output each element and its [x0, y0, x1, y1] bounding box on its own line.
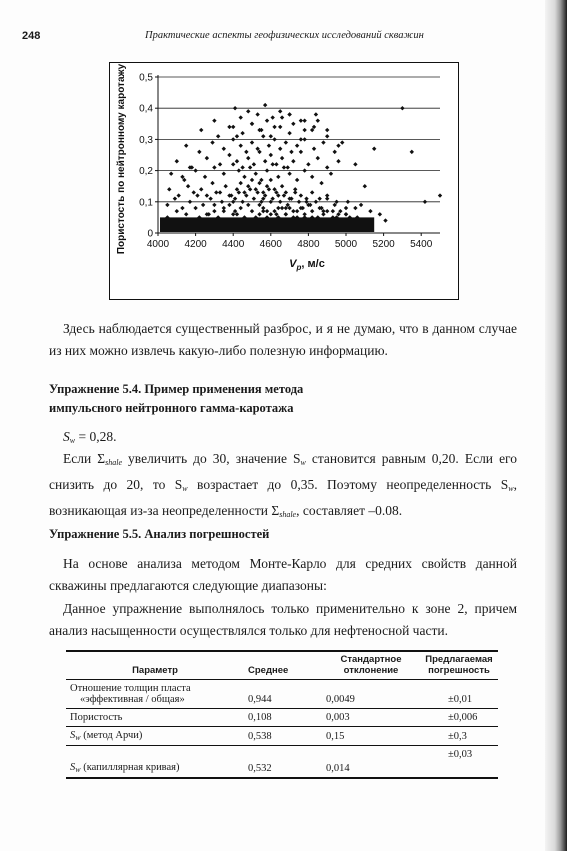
- x-tick-label: 5000: [334, 239, 358, 250]
- y-tick-label: 0,1: [139, 197, 153, 209]
- data-point: [223, 184, 227, 188]
- data-point: [250, 140, 254, 144]
- data-point: [218, 190, 222, 194]
- param-rest: (капиллярная кривая): [80, 762, 180, 773]
- data-point: [359, 203, 363, 207]
- cell-param: Пористость: [66, 709, 244, 727]
- data-point: [383, 218, 387, 222]
- data-point: [269, 178, 273, 182]
- data-point: [340, 140, 344, 144]
- header-std: Стандартное отклонение: [322, 651, 420, 680]
- data-point: [302, 128, 306, 132]
- data-point: [237, 168, 241, 172]
- x-axis-title: $V_p$, м/с: [289, 258, 325, 272]
- subscript: shale: [279, 510, 297, 519]
- text-part: , составляет –0.08.: [296, 503, 403, 518]
- data-point: [299, 150, 303, 154]
- data-point: [270, 162, 274, 166]
- dense-points-band: [160, 217, 374, 232]
- subscript: shale: [105, 458, 122, 467]
- param-line1: Отношение толщин пласта: [70, 683, 191, 694]
- header-error: Предлагаемая погрешность: [420, 651, 498, 680]
- data-point: [212, 209, 216, 213]
- data-point: [312, 147, 316, 151]
- text-part: Если Σ: [63, 451, 106, 466]
- y-tick-label: 0,2: [139, 166, 153, 178]
- data-point: [175, 209, 179, 213]
- data-point: [227, 203, 231, 207]
- data-point: [317, 196, 321, 200]
- data-point: [319, 181, 323, 185]
- exercise-5-4-heading: [49, 380, 509, 418]
- data-point: [265, 118, 269, 122]
- data-point: [222, 206, 226, 210]
- x-tick-label: 5400: [410, 239, 433, 250]
- running-title: Практические аспекты геофизических исследований скважин: [145, 30, 424, 41]
- data-point: [227, 153, 231, 157]
- data-point: [250, 209, 254, 213]
- scatter-chart: [110, 63, 458, 299]
- subscript: w: [182, 484, 188, 493]
- data-point: [325, 209, 329, 213]
- header-parameter: Параметр: [66, 651, 244, 680]
- data-point: [270, 115, 274, 119]
- x-tick-label: 4400: [222, 239, 245, 250]
- exercise-5-5-heading: Упражнение 5.5. Анализ погрешностей: [49, 527, 270, 541]
- data-point: [165, 203, 169, 207]
- cell-err: ±0,3: [420, 727, 498, 746]
- data-point: [176, 193, 180, 197]
- data-point: [235, 134, 239, 138]
- data-point: [280, 206, 284, 210]
- table-row: [66, 709, 498, 727]
- data-point: [310, 209, 314, 213]
- data-point: [180, 206, 184, 210]
- data-point: [231, 125, 235, 129]
- data-point: [325, 134, 329, 138]
- data-point: [302, 168, 306, 172]
- cell-param: [66, 727, 244, 746]
- subscript: w: [508, 484, 514, 493]
- data-point: [199, 128, 203, 132]
- data-point: [265, 209, 269, 213]
- data-point: [210, 181, 214, 185]
- table-row: [66, 727, 498, 746]
- data-point: [263, 159, 267, 163]
- data-point: [167, 187, 171, 191]
- data-point: [239, 143, 243, 147]
- scatter-figure: [109, 62, 459, 300]
- data-point: [205, 193, 209, 197]
- data-point: [297, 200, 301, 204]
- param-line2: «эффективная / общая»: [80, 694, 185, 705]
- cell-mean: 0,532: [244, 746, 322, 779]
- data-point: [261, 209, 265, 213]
- y-tick-label: 0: [147, 228, 153, 240]
- data-point: [267, 143, 271, 147]
- data-point: [212, 165, 216, 169]
- data-point: [220, 200, 224, 204]
- data-point: [193, 206, 197, 210]
- y-tick-label: 0,5: [139, 72, 153, 84]
- paragraph-monte-carlo: На основе анализа методом Монте-Карло для средних свойств данной скважины предлагаются следующие диапазоны:: [49, 556, 517, 593]
- paragraph-zone2: Данное упражнение выполнялось только применительно к зоне 2, причем анализ насыщенности осуществлялся только для нефтеносной части.: [49, 601, 517, 638]
- param-rest: (метод Арчи): [80, 730, 143, 741]
- data-point: [197, 150, 201, 154]
- data-point: [293, 187, 297, 191]
- table-header-row: [66, 651, 498, 680]
- data-point: [246, 203, 250, 207]
- data-point: [240, 200, 244, 204]
- y-tick-label: 0,3: [139, 134, 153, 146]
- data-point: [287, 131, 291, 135]
- data-point: [261, 134, 265, 138]
- data-point: [240, 131, 244, 135]
- data-point: [299, 193, 303, 197]
- data-point: [344, 212, 348, 216]
- data-point: [321, 140, 325, 144]
- data-point: [195, 193, 199, 197]
- y-axis-title: Пористость по нейтронному каротажу: [116, 63, 127, 255]
- data-point: [272, 137, 276, 141]
- data-point: [239, 115, 243, 119]
- data-point: [222, 147, 226, 151]
- data-point: [286, 165, 290, 169]
- data-point: [278, 200, 282, 204]
- data-point: [276, 206, 280, 210]
- data-point: [280, 156, 284, 160]
- data-point: [423, 200, 427, 204]
- data-point: [368, 209, 372, 213]
- data-point: [186, 184, 190, 188]
- data-point: [316, 118, 320, 122]
- data-point: [274, 162, 278, 166]
- data-point: [410, 150, 414, 154]
- exercise-5-4-heading-line1: Упражнение 5.4. Пример применения метода: [49, 382, 304, 396]
- data-point: [205, 156, 209, 160]
- data-point: [291, 209, 295, 213]
- subscript: w: [300, 458, 306, 467]
- data-point: [246, 109, 250, 113]
- data-point: [310, 190, 314, 194]
- cell-std: 0,0049: [322, 680, 420, 709]
- text-part: увеличить до 30, значение S: [122, 451, 301, 466]
- data-point: [173, 196, 177, 200]
- data-point: [203, 175, 207, 179]
- cell-err: ±0,03: [420, 746, 498, 779]
- data-point: [254, 172, 258, 176]
- data-point: [188, 200, 192, 204]
- cell-mean: 0,108: [244, 709, 322, 727]
- x-tick-label: 4800: [297, 239, 320, 250]
- data-point: [282, 165, 286, 169]
- sw-value: = 0,28.: [75, 429, 117, 444]
- header-mean: Среднее: [244, 651, 322, 680]
- table-row: [66, 680, 498, 709]
- data-point: [214, 190, 218, 194]
- cell-err: ±0,01: [420, 680, 498, 709]
- data-point: [287, 112, 291, 116]
- data-point: [169, 172, 173, 176]
- data-point: [346, 200, 350, 204]
- cell-param: [66, 680, 244, 709]
- y-tick-label: 0,4: [139, 103, 153, 115]
- data-point: [184, 212, 188, 216]
- data-point: [291, 122, 295, 126]
- data-point: [291, 159, 295, 163]
- data-point: [235, 159, 239, 163]
- data-point: [175, 159, 179, 163]
- data-point: [208, 196, 212, 200]
- data-point: [310, 175, 314, 179]
- data-point: [325, 165, 329, 169]
- data-point: [239, 181, 243, 185]
- data-point: [192, 190, 196, 194]
- data-point: [314, 112, 318, 116]
- data-point: [250, 122, 254, 126]
- data-point: [233, 106, 237, 110]
- data-point: [244, 150, 248, 154]
- data-point: [280, 115, 284, 119]
- data-point: [333, 150, 337, 154]
- cell-std: 0,15: [322, 727, 420, 746]
- data-point: [248, 165, 252, 169]
- data-point: [316, 156, 320, 160]
- data-point: [284, 212, 288, 216]
- data-point: [299, 118, 303, 122]
- data-point: [325, 128, 329, 132]
- data-point: [257, 212, 261, 216]
- data-point: [336, 159, 340, 163]
- data-point: [193, 168, 197, 172]
- sw-symbol: S: [70, 730, 76, 741]
- data-point: [269, 153, 273, 157]
- data-point: [227, 125, 231, 129]
- data-point: [255, 112, 259, 116]
- text-part: возрастает до 0,35. Поэтому неопределенность S: [187, 477, 509, 492]
- data-point: [218, 162, 222, 166]
- sw-symbol: S: [63, 429, 70, 444]
- x-tick-label: 4000: [146, 239, 170, 250]
- data-point: [336, 143, 340, 147]
- data-point: [295, 178, 299, 182]
- data-point: [302, 118, 306, 122]
- data-point: [239, 206, 243, 210]
- data-point: [252, 162, 256, 166]
- cell-mean: 0,944: [244, 680, 322, 709]
- data-point: [231, 162, 235, 166]
- data-point: [372, 147, 376, 151]
- data-point: [212, 118, 216, 122]
- data-point: [438, 193, 442, 197]
- data-point: [325, 193, 329, 197]
- data-point: [353, 162, 357, 166]
- sw-symbol: S: [70, 762, 76, 773]
- data-point: [289, 150, 293, 154]
- data-point: [284, 140, 288, 144]
- data-point: [263, 103, 267, 107]
- data-point: [250, 178, 254, 182]
- error-analysis-table: [66, 650, 498, 779]
- data-point: [252, 196, 256, 200]
- data-point: [216, 134, 220, 138]
- exercise-5-4-heading-line2: импульсного нейтронного гамма-каротажа: [49, 401, 294, 415]
- data-point: [199, 187, 203, 191]
- data-point: [278, 147, 282, 151]
- data-point: [269, 134, 273, 138]
- data-point: [231, 137, 235, 141]
- x-tick-label: 4600: [259, 239, 282, 250]
- data-point: [295, 209, 299, 213]
- cell-err: ±0,006: [420, 709, 498, 727]
- cell-std: 0,003: [322, 709, 420, 727]
- sw-subscript: w: [75, 733, 81, 742]
- data-point: [246, 156, 250, 160]
- data-point: [363, 184, 367, 188]
- x-tick-label: 4200: [184, 239, 207, 250]
- data-point: [353, 206, 357, 210]
- data-point: [269, 212, 273, 216]
- data-point: [210, 140, 214, 144]
- sw-subscript: w: [69, 436, 76, 445]
- data-point: [212, 203, 216, 207]
- data-point: [302, 137, 306, 141]
- data-point: [265, 168, 269, 172]
- data-point: [272, 125, 276, 129]
- data-point: [299, 137, 303, 141]
- cell-param: [66, 746, 244, 779]
- data-point: [242, 175, 246, 179]
- data-point: [295, 143, 299, 147]
- data-point: [400, 106, 404, 110]
- page-number: 248: [22, 30, 41, 42]
- text-part: становится равным 0,20. Если его снизить до 20, то S: [49, 451, 518, 492]
- cell-std: 0,014: [322, 746, 420, 779]
- data-point: [329, 172, 333, 176]
- sw-subscript: w: [75, 765, 81, 774]
- table-row: [66, 746, 498, 779]
- data-point: [314, 200, 318, 204]
- data-point: [378, 212, 382, 216]
- data-point: [222, 172, 226, 176]
- data-point: [278, 125, 282, 129]
- data-point: [344, 206, 348, 210]
- data-point: [287, 172, 291, 176]
- data-point: [184, 143, 188, 147]
- data-point: [276, 175, 280, 179]
- data-point: [331, 209, 335, 213]
- text-part: , возникающая из-за неопределенности Σ: [49, 477, 517, 518]
- paragraph-sigma-shale: [49, 448, 517, 526]
- data-point: [240, 165, 244, 169]
- page-binding-shadow: [545, 0, 567, 851]
- data-point: [278, 109, 282, 113]
- data-point: [201, 203, 205, 207]
- x-tick-label: 5200: [372, 239, 395, 250]
- cell-mean: 0,538: [244, 727, 322, 746]
- data-point: [306, 162, 310, 166]
- data-point: [280, 184, 284, 188]
- paragraph-scatter-comment: Здесь наблюдается существенный разброс, и я не думаю, что в данном случае из них можно извлечь какую-либо полезную информацию.: [49, 321, 517, 358]
